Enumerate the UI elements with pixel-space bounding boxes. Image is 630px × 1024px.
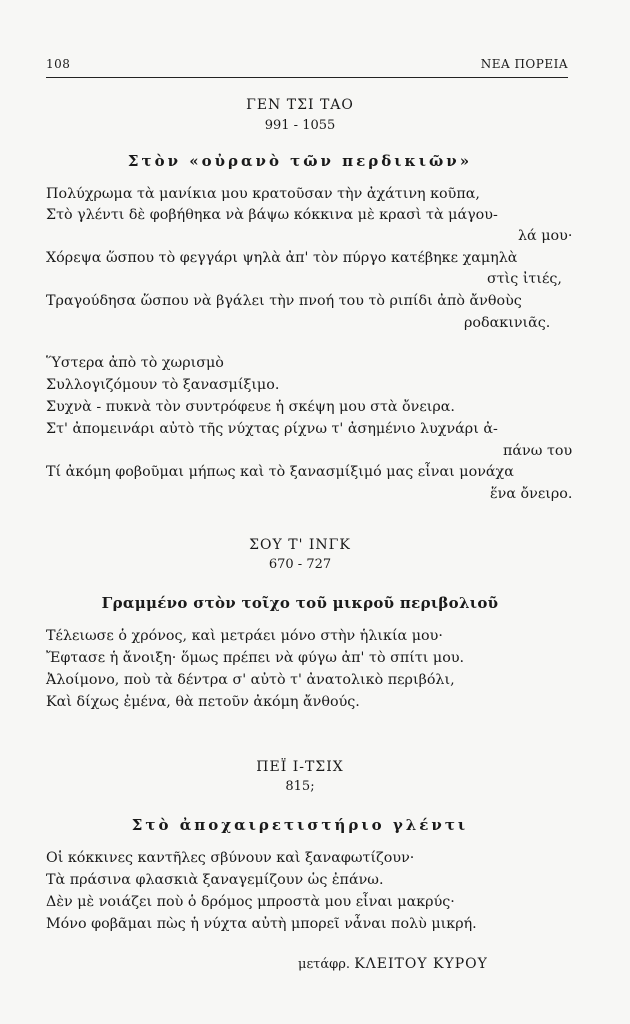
- poet-dates: 815;: [285, 779, 315, 794]
- poem-line: Ἀλοίμονο, ποὺ τὰ δέντρα σ' αὐτὸ τ' ἀνατολικὸ περιβόλι,: [46, 672, 455, 688]
- poem-line: Συλλογιζόμουν τὸ ξανασμίξιμο.: [46, 377, 280, 393]
- poem-line: Στ' ἀπομεινάρι αὐτὸ τῆς νύχτας ρίχνω τ' ἀσημένιο λυχνάρι ἀ-: [46, 421, 498, 437]
- poem-line: Ὕστερα ἀπὸ τὸ χωρισμὸ: [46, 355, 224, 371]
- poet-name: ΓΕΝ ΤΣΙ ΤΑΟ: [246, 97, 354, 113]
- poet-name: ΣΟΥ Τ' ΙΝΓΚ: [249, 537, 351, 553]
- poem-line: Πολύχρωμα τὰ μανίκια μου κρατοῦσαν τὴν ἀχάτινη κοῦπα,: [46, 186, 480, 202]
- translator-credit: [298, 956, 488, 972]
- poem-line-continuation: στὶς ἰτιές,: [487, 271, 562, 287]
- poem-line: Χόρεψα ὥσπου τὸ φεγγάρι ψηλὰ ἀπ' τὸν πύργο κατέβηκε χαμηλὰ: [46, 250, 518, 266]
- poem-line-continuation: ἕνα ὄνειρο.: [490, 486, 573, 502]
- poem-line: Συχνὰ - πυκνὰ τὸν συντρόφευε ἡ σκέψη μου στὰ ὄνειρα.: [46, 399, 455, 415]
- poet-dates: 670 - 727: [268, 557, 332, 572]
- running-header: [46, 55, 568, 78]
- journal-title: ΝΕΑ ΠΟΡΕΙΑ: [480, 57, 568, 71]
- poem-line-continuation: πάνω του: [503, 443, 573, 459]
- poem-line: Ἔφτασε ἡ ἄνοιξη· ὅμως πρέπει νὰ φύγω ἀπ' τὸ σπίτι μου.: [46, 650, 465, 666]
- poem-line: Δὲν μὲ νοιάζει ποὺ ὁ δρόμος μπροστὰ μου εἶναι μακρύς·: [46, 894, 455, 910]
- poem-line: Μόνο φοβᾶμαι πὼς ἡ νύχτα αὐτὴ μπορεῖ νἆναι πολὺ μικρή.: [46, 916, 477, 932]
- poem-line-continuation: λά μου·: [518, 228, 573, 244]
- page-number: 108: [46, 57, 71, 71]
- poem-title: Στὸ ἀποχαιρετιστήριο γλέντι: [131, 816, 469, 834]
- poem-line-continuation: ροδακινιᾶς.: [464, 315, 551, 331]
- poem-line: Οἱ κόκκινες καντῆλες σβύνουν καὶ ξαναφωτίζουν·: [46, 850, 415, 866]
- poem-line: Στὸ γλέντι δὲ φοβήθηκα νὰ βάψω κόκκινα μὲ κρασὶ τὰ μάγου-: [46, 207, 498, 223]
- poem-line: Τί ἀκόμη φοβοῦμαι μήπως καὶ τὸ ξανασμίξιμό μας εἶναι μονάχα: [46, 464, 514, 480]
- translator-prefix: μετάφρ.: [298, 957, 351, 972]
- poet-name: ΠΕΪ Ι-ΤΣΙΧ: [256, 759, 344, 775]
- poem-title: Στὸν «οὐρανὸ τῶν περδικιῶν»: [127, 152, 473, 170]
- poem-line: Καὶ δίχως ἐμένα, θὰ πετοῦν ἀκόμη ἄνθούς.: [46, 694, 360, 710]
- poem-line: Τέλειωσε ὁ χρόνος, καὶ μετράει μόνο στὴν ἡλικία μου·: [46, 628, 443, 644]
- poem-title: Γραμμένο στὸν τοῖχο τοῦ μικροῦ περιβολιοῦ: [101, 594, 499, 612]
- poem-line: Τραγούδησα ὥσπου νὰ βγάλει τὴν πνοή του τὸ ριπίδι ἀπὸ ἄνθοὺς: [46, 293, 522, 309]
- poet-dates: 991 - 1055: [264, 118, 336, 133]
- poem-line: Τὰ πράσινα φλασκιὰ ξαναγεμίζουν ὡς ἐπάνω.: [46, 872, 384, 888]
- translator-name: ΚΛΕΙΤΟΥ ΚΥΡΟΥ: [354, 956, 488, 972]
